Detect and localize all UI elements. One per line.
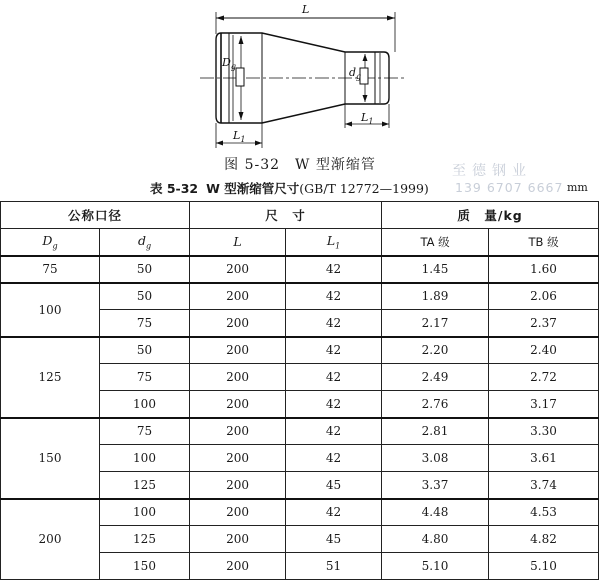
cell-dg: 75 <box>100 418 190 445</box>
cell-L: 200 <box>190 499 286 526</box>
cell-L1: 42 <box>286 445 382 472</box>
cell-dg: 50 <box>100 337 190 364</box>
cell-L: 200 <box>190 337 286 364</box>
table-caption <box>150 179 429 197</box>
cell-ta: 1.45 <box>382 256 489 283</box>
cell-L: 200 <box>190 391 286 418</box>
cell-dg: 125 <box>100 472 190 499</box>
cell-Dg: 200 <box>1 499 100 580</box>
table-row <box>1 283 599 310</box>
header-mass: 质 量/kg <box>382 202 599 229</box>
cell-L: 200 <box>190 256 286 283</box>
table-caption-title: W 型渐缩管尺寸 <box>206 181 300 196</box>
table-row <box>1 337 599 364</box>
reducer-spec-table <box>0 201 599 580</box>
cell-tb: 4.82 <box>489 526 599 553</box>
cell-ta: 3.08 <box>382 445 489 472</box>
table-unit: mm <box>567 181 588 194</box>
table-row <box>1 499 599 526</box>
cell-L1: 42 <box>286 499 382 526</box>
cell-L1: 42 <box>286 310 382 337</box>
label-Dg: $D_g$ <box>222 56 236 71</box>
cell-ta: 2.20 <box>382 337 489 364</box>
cell-dg: 125 <box>100 526 190 553</box>
header-nominal: 公称口径 <box>1 202 190 229</box>
cell-L1: 42 <box>286 337 382 364</box>
cell-ta: 5.10 <box>382 553 489 580</box>
cell-ta: 4.80 <box>382 526 489 553</box>
col-L1: $L_1$ <box>286 229 382 256</box>
cell-tb: 3.74 <box>489 472 599 499</box>
table-caption-row <box>0 179 600 197</box>
cell-ta: 2.17 <box>382 310 489 337</box>
cell-L: 200 <box>190 526 286 553</box>
label-dg: $d_g$ <box>349 66 362 81</box>
cell-L: 200 <box>190 283 286 310</box>
cell-tb: 1.60 <box>489 256 599 283</box>
cell-L: 200 <box>190 310 286 337</box>
cell-L1: 42 <box>286 256 382 283</box>
cell-L1: 42 <box>286 418 382 445</box>
cell-tb: 2.37 <box>489 310 599 337</box>
table-row <box>1 418 599 445</box>
col-dg: $d_g$ <box>100 229 190 256</box>
cell-ta: 1.89 <box>382 283 489 310</box>
cell-L1: 45 <box>286 526 382 553</box>
cell-tb: 3.61 <box>489 445 599 472</box>
col-ta: TA 级 <box>382 229 489 256</box>
watermark-name: 至德钢业 <box>452 163 532 179</box>
figure-caption: 图 5-32 W 型渐缩管 <box>224 157 376 173</box>
label-L1-right: $L_1$ <box>361 111 374 126</box>
col-tb: TB 级 <box>489 229 599 256</box>
cell-tb: 2.40 <box>489 337 599 364</box>
cell-L1: 42 <box>286 364 382 391</box>
header-row-columns <box>1 229 599 256</box>
table-body <box>1 256 599 580</box>
header-row-group <box>1 202 599 229</box>
cell-dg: 75 <box>100 310 190 337</box>
cell-tb: 3.17 <box>489 391 599 418</box>
header-dimension: 尺 寸 <box>190 202 382 229</box>
cell-L1: 42 <box>286 283 382 310</box>
cell-L: 200 <box>190 553 286 580</box>
cell-Dg: 125 <box>1 337 100 418</box>
cell-tb: 3.30 <box>489 418 599 445</box>
cell-L: 200 <box>190 418 286 445</box>
cell-tb: 2.06 <box>489 283 599 310</box>
cell-Dg: 150 <box>1 418 100 499</box>
cell-dg: 50 <box>100 256 190 283</box>
cell-L1: 42 <box>286 391 382 418</box>
cell-ta: 3.37 <box>382 472 489 499</box>
cell-L1: 45 <box>286 472 382 499</box>
cell-L: 200 <box>190 472 286 499</box>
cell-ta: 2.81 <box>382 418 489 445</box>
cell-dg: 100 <box>100 391 190 418</box>
cell-tb: 4.53 <box>489 499 599 526</box>
cell-dg: 100 <box>100 445 190 472</box>
cell-Dg: 75 <box>1 256 100 283</box>
table-row <box>1 256 599 283</box>
cell-dg: 75 <box>100 364 190 391</box>
cell-L1: 51 <box>286 553 382 580</box>
cell-ta: 2.49 <box>382 364 489 391</box>
watermark-phone: 139 6707 6667 <box>455 180 564 195</box>
cell-tb: 5.10 <box>489 553 599 580</box>
table-caption-label: 表 5-32 <box>150 181 199 196</box>
col-Dg: $D_g$ <box>1 229 100 256</box>
cell-dg: 150 <box>100 553 190 580</box>
col-L: L <box>190 229 286 256</box>
cell-ta: 4.48 <box>382 499 489 526</box>
reducer-pipe-drawing <box>0 0 600 150</box>
table-caption-standard: (GB/T 12772—1999) <box>299 181 429 196</box>
cell-L: 200 <box>190 445 286 472</box>
cell-Dg: 100 <box>1 283 100 337</box>
cell-ta: 2.76 <box>382 391 489 418</box>
cell-dg: 100 <box>100 499 190 526</box>
cell-dg: 50 <box>100 283 190 310</box>
label-L1-left: $L_1$ <box>233 129 246 144</box>
label-L: L <box>302 3 310 16</box>
cell-L: 200 <box>190 364 286 391</box>
cell-tb: 2.72 <box>489 364 599 391</box>
